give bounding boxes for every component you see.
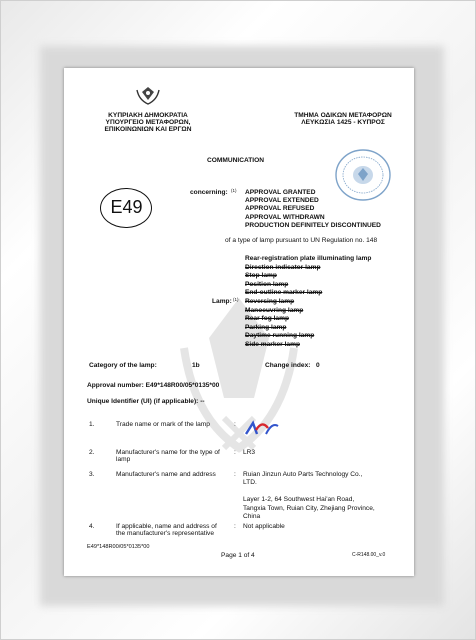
change-index-value: 0 bbox=[316, 362, 320, 369]
lamp-item: End-outline marker lamp bbox=[245, 289, 323, 297]
lamp-item: Parking lamp bbox=[245, 323, 287, 331]
row-value: LR3 bbox=[243, 449, 256, 456]
lamp-item: Side marker lamp bbox=[245, 341, 300, 348]
concerning-label: concerning: bbox=[190, 189, 228, 196]
row-number: 3. bbox=[89, 471, 95, 478]
header-left-line-1: ΚΥΠΡΙΑΚΗ ΔΗΜΟΚΡΑΤΙΑ bbox=[108, 112, 188, 119]
row-colon: : bbox=[234, 449, 236, 456]
coat-of-arms-icon bbox=[134, 84, 162, 106]
trade-mark-logo-icon bbox=[244, 420, 280, 436]
header-left-line-3: ΕΠΙΚΟΙΝΩΝΙΩΝ ΚΑΙ ΕΡΓΩΝ bbox=[104, 126, 192, 133]
document-title: COMMUNICATION bbox=[207, 157, 265, 164]
lamp-note: (1) bbox=[233, 297, 239, 302]
header-right-line-2: ΛΕΥΚΩΣΙΑ 1425 - ΚΥΠΡΟΣ bbox=[301, 119, 385, 126]
row-colon: : bbox=[234, 523, 236, 530]
row-value: LTD. bbox=[243, 479, 257, 487]
approval-number: Approval number: E49*148R00/05*0135*00 bbox=[87, 382, 220, 389]
lamp-item: Rear-registration plate illuminating lamp bbox=[245, 255, 372, 262]
concerning-item: APPROVAL WITHDRAWN bbox=[245, 213, 325, 221]
lamp-item: Daytime running lamp bbox=[245, 332, 315, 340]
row-value: Layer 1-2, 64 Southwest Hai'an Road, bbox=[243, 496, 355, 504]
unique-identifier: Unique Identifier (UI) (if applicable): -- bbox=[87, 398, 205, 405]
row-label: Trade name or mark of the lamp bbox=[116, 421, 210, 428]
row-colon: : bbox=[234, 421, 236, 428]
concerning-item: APPROVAL REFUSED bbox=[245, 205, 315, 213]
concerning-item: APPROVAL GRANTED bbox=[245, 189, 316, 196]
footer-approval-ref: E49*148R00/05*0135*00 bbox=[87, 544, 150, 550]
concerning-note: (1) bbox=[231, 188, 237, 193]
row-number: 4. bbox=[89, 523, 95, 530]
row-label: Manufacturer's name and address bbox=[116, 471, 216, 478]
row-label: Manufacturer's name for the type of bbox=[116, 449, 220, 456]
footer-page-number: Page 1 of 4 bbox=[221, 552, 255, 559]
row-number: 1. bbox=[89, 421, 95, 428]
row-value: Tangxia Town, Ruian City, Zhejiang Province, bbox=[243, 504, 375, 512]
lamp-item: Position lamp bbox=[245, 280, 289, 288]
concerning-item: PRODUCTION DEFINITELY DISCONTINUED bbox=[245, 221, 381, 229]
lamp-type-line: of a type of lamp pursuant to UN Regulation no. 148 bbox=[225, 237, 378, 244]
lamp-item: Rear fog lamp bbox=[245, 315, 289, 323]
lamp-item: Reversing lamp bbox=[245, 298, 295, 305]
lamp-item: Stop lamp bbox=[245, 272, 277, 280]
footer-form-code: C-R148.00_v.0 bbox=[352, 552, 386, 558]
header-right-line-1: ΤΜΗΜΑ ΟΔΙΚΩΝ ΜΕΤΑΦΟΡΩΝ bbox=[294, 112, 392, 119]
category-label: Category of the lamp: bbox=[89, 362, 157, 369]
row-colon: : bbox=[234, 471, 236, 478]
row-number: 2. bbox=[89, 449, 95, 456]
row-value: Ruian Jinzun Auto Parts Technology Co., bbox=[243, 471, 363, 478]
row-label: the manufacturer's representative bbox=[116, 530, 215, 538]
row-label: If applicable, name and address of bbox=[116, 523, 217, 530]
row-value: China bbox=[243, 513, 261, 520]
category-value: 1b bbox=[192, 362, 200, 369]
document-page bbox=[64, 68, 414, 576]
lamp-item: Manoeuvring lamp bbox=[245, 306, 304, 314]
header-left-line-2: ΥΠΟΥΡΓΕΙΟ ΜΕΤΑΦΟΡΩΝ, bbox=[105, 119, 191, 126]
concerning-item: APPROVAL EXTENDED bbox=[245, 197, 319, 205]
lamp-label: Lamp: bbox=[212, 298, 232, 305]
row-label: lamp bbox=[116, 456, 131, 464]
change-index-label: Change index: bbox=[265, 362, 311, 369]
lamp-item: Direction indicator lamp bbox=[245, 263, 321, 271]
e-mark-label: E49 bbox=[110, 197, 143, 217]
official-stamp-icon bbox=[334, 148, 392, 202]
row-value: Not applicable bbox=[243, 523, 285, 530]
